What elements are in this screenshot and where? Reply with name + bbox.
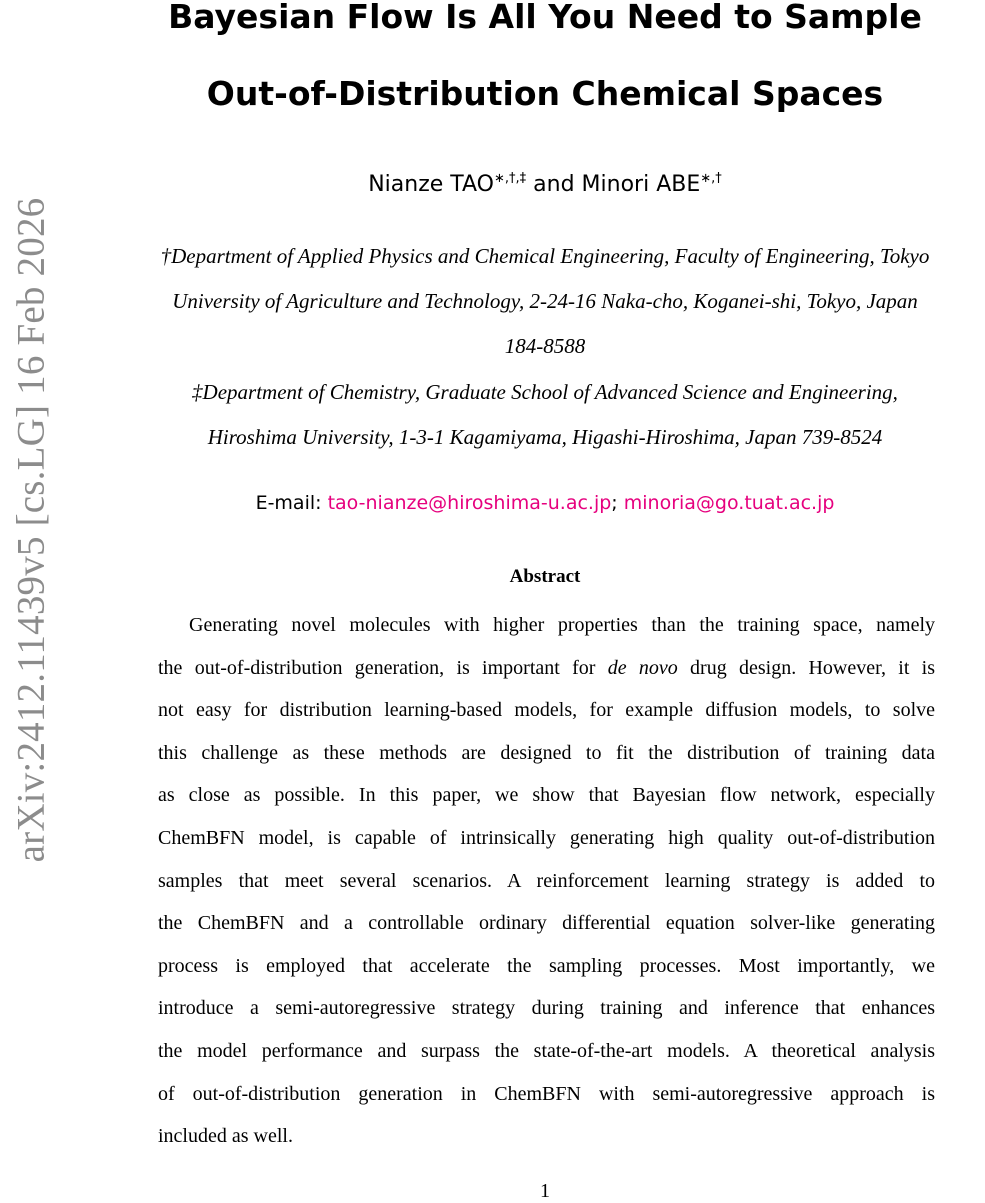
affiliation-tuat bbox=[100, 234, 985, 369]
abstract-line: not easy for distribution learning-based models, for example diffusion models, to solve bbox=[158, 699, 935, 722]
author-affiliation-marks: ∗,† bbox=[700, 171, 722, 186]
email-label: E-mail: bbox=[255, 492, 328, 514]
email-link-tao[interactable]: tao-nianze@hiroshima-u.ac.jp bbox=[327, 492, 612, 514]
abstract-line: included as well. bbox=[158, 1125, 293, 1148]
abstract-emphasis: de novo bbox=[607, 656, 678, 679]
affiliation-line: Hiroshima University, 1-3-1 Kagamiyama, Higashi-Hiroshima, Japan 739-8524 bbox=[207, 425, 883, 449]
affiliation-hiroshima bbox=[100, 370, 985, 460]
abstract-line: samples that meet several scenarios. A reinforcement learning strategy is added to bbox=[158, 869, 935, 892]
abstract-heading: Abstract bbox=[509, 566, 581, 587]
abstract-text: drug design. However, it is bbox=[677, 656, 935, 679]
abstract-body bbox=[158, 604, 935, 1158]
page-number: 1 bbox=[540, 1180, 550, 1202]
abstract-line bbox=[158, 647, 935, 690]
paper-title bbox=[100, 0, 985, 132]
author-list bbox=[100, 172, 985, 197]
abstract-line: introduce a semi-autoregressive strategy during training and inference that enhances bbox=[158, 997, 935, 1020]
email-link-abe[interactable]: minoria@go.tuat.ac.jp bbox=[623, 492, 835, 514]
arxiv-side-stamp bbox=[0, 0, 60, 1200]
abstract-line: ChemBFN model, is capable of intrinsically generating high quality out-of-distribution bbox=[158, 826, 935, 849]
abstract-line: the model performance and surpass the state-of-the-art models. A theoretical analysis bbox=[158, 1039, 935, 1062]
author-name: Minori ABE bbox=[581, 172, 701, 197]
affiliation-line: ‡Department of Chemistry, Graduate School of Advanced Science and Engineering, bbox=[192, 380, 898, 404]
abstract-line: the ChemBFN and a controllable ordinary differential equation solver-like generating bbox=[158, 912, 935, 935]
abstract-line: of out-of-distribution generation in ChemBFN with semi-autoregressive approach is bbox=[158, 1082, 935, 1105]
abstract-text: the out-of-distribution generation, is important for bbox=[158, 656, 608, 679]
abstract-line: process is employed that accelerate the sampling processes. Most importantly, we bbox=[158, 954, 935, 977]
abstract-line: this challenge as these methods are designed to fit the distribution of training data bbox=[158, 741, 935, 764]
email-separator: ; bbox=[611, 492, 624, 514]
abstract-line: as close as possible. In this paper, we show that Bayesian flow network, especially bbox=[158, 784, 935, 807]
author-name: Nianze TAO bbox=[368, 172, 494, 197]
affiliation-line: University of Agriculture and Technology, 2-24-16 Naka-cho, Koganei-shi, Tokyo, Japan bbox=[172, 289, 918, 313]
title-line-1: Bayesian Flow Is All You Need to Sample bbox=[168, 0, 922, 36]
title-line-2: Out-of-Distribution Chemical Spaces bbox=[206, 74, 884, 113]
affiliation-line: †Department of Applied Physics and Chemical Engineering, Faculty of Engineering, Tokyo bbox=[160, 244, 930, 268]
author-conjunction: and bbox=[526, 172, 582, 197]
affiliation-line: 184-8588 bbox=[504, 334, 586, 358]
arxiv-identifier: arXiv:2412.11439v5 [cs.LG] 16 Feb 2026 bbox=[9, 197, 53, 863]
abstract-line: Generating novel molecules with higher properties than the training space, namely bbox=[189, 614, 935, 636]
email-line bbox=[100, 492, 985, 514]
author-affiliation-marks: ∗,†,‡ bbox=[493, 171, 527, 186]
